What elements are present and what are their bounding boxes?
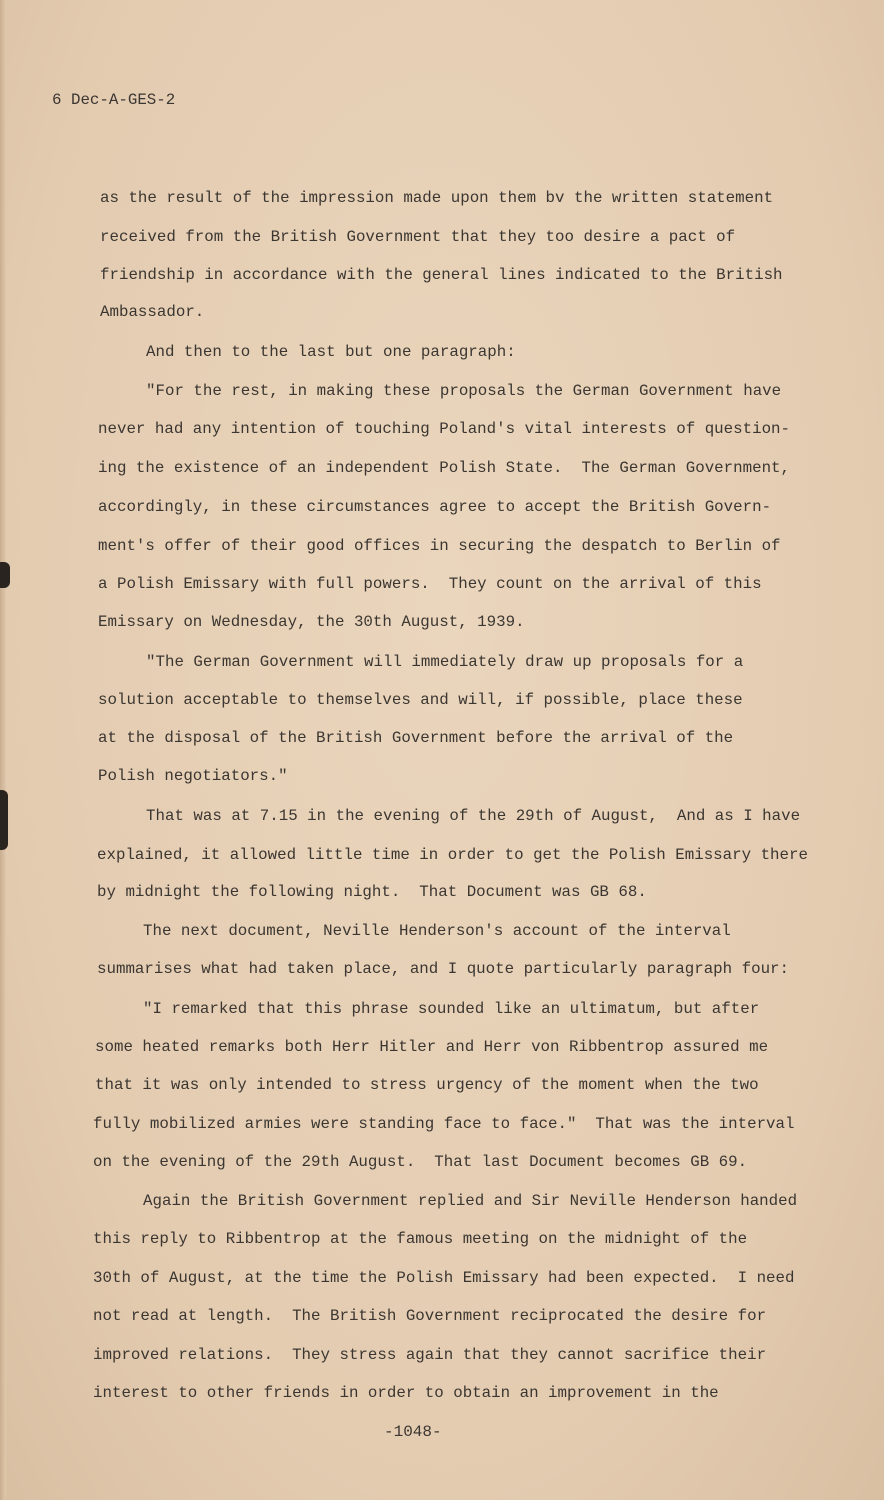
- text-line: That was at 7.15 in the evening of the 29th of August, And as I have: [146, 807, 801, 825]
- page-number: -1048-: [384, 1423, 442, 1441]
- text-line: as the result of the impression made upon them bv the written statement: [100, 189, 774, 207]
- text-line: Again the British Government replied and Sir Neville Henderson handed: [143, 1192, 798, 1210]
- text-line: interest to other friends in order to obtain an improvement in the: [93, 1384, 719, 1402]
- text-line: 30th of August, at the time the Polish Emissary had been expected. I need: [93, 1269, 795, 1287]
- text-line: a Polish Emissary with full powers. They count on the arrival of this: [98, 575, 762, 593]
- text-line: Ambassador.: [100, 303, 205, 321]
- text-line: this reply to Ribbentrop at the famous meeting on the midnight of the: [93, 1230, 748, 1248]
- text-line: explained, it allowed little time in order to get the Polish Emissary there: [97, 846, 808, 864]
- text-line: some heated remarks both Herr Hitler and Herr von Ribbentrop assured me: [95, 1038, 769, 1056]
- text-line: that it was only intended to stress urgency of the moment when the two: [95, 1076, 759, 1094]
- text-line: summarises what had taken place, and I quote particularly paragraph four:: [97, 960, 790, 978]
- text-line: "I remarked that this phrase sounded like an ultimatum, but after: [143, 1000, 760, 1018]
- text-line: "The German Government will immediately draw up proposals for a: [146, 653, 744, 671]
- text-line: not read at length. The British Government reciprocated the desire for: [93, 1307, 767, 1325]
- text-line: Emissary on Wednesday, the 30th August, 1939.: [98, 613, 525, 631]
- text-line: fully mobilized armies were standing face to face." That was the interval: [93, 1115, 795, 1133]
- text-line: solution acceptable to themselves and will, if possible, place these: [98, 691, 743, 709]
- text-line: accordingly, in these circumstances agree to accept the British Govern-: [98, 498, 772, 516]
- page-tear: [0, 562, 10, 588]
- text-line: ment's offer of their good offices in securing the despatch to Berlin of: [98, 537, 781, 555]
- text-line: never had any intention of touching Poland's vital interests of question-: [98, 420, 791, 438]
- text-line: received from the British Government that they too desire a pact of: [100, 228, 736, 246]
- text-line: by midnight the following night. That Document was GB 68.: [97, 883, 647, 901]
- page-tear: [0, 790, 8, 850]
- page-edge: [0, 0, 6, 1500]
- text-line: The next document, Neville Henderson's account of the interval: [143, 922, 731, 940]
- text-line: friendship in accordance with the general lines indicated to the British: [100, 266, 783, 284]
- text-line: Polish negotiators.": [98, 767, 288, 785]
- text-line: "For the rest, in making these proposals the German Government have: [146, 382, 782, 400]
- text-line: ing the existence of an independent Polish State. The German Government,: [98, 459, 791, 477]
- text-line: on the evening of the 29th August. That last Document becomes GB 69.: [93, 1153, 748, 1171]
- text-line: And then to the last but one paragraph:: [146, 343, 516, 361]
- text-line: at the disposal of the British Government before the arrival of the: [98, 729, 734, 747]
- text-line: improved relations. They stress again that they cannot sacrifice their: [93, 1346, 767, 1364]
- document-header: 6 Dec-A-GES-2: [52, 91, 176, 109]
